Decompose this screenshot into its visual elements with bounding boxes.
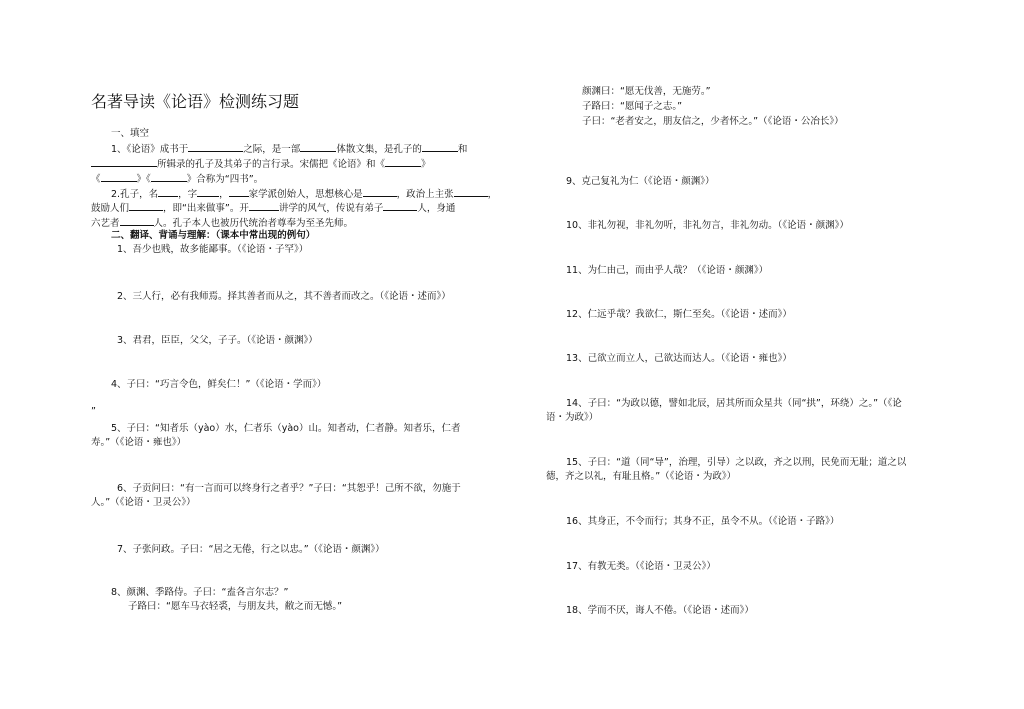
blank[interactable] xyxy=(300,141,336,152)
right-item-15-line-1: 15、子曰：“道（同“导”，治理，引导）之以政，齐之以刑，民免而无耻；道之以 xyxy=(566,457,907,468)
section-2-heading: 二、翻译、背诵与理解：（课本中常出现的例句） xyxy=(111,230,316,241)
blank[interactable] xyxy=(129,200,163,211)
stray-quote-mark: ” xyxy=(91,406,96,417)
blank[interactable] xyxy=(363,186,397,197)
blank[interactable] xyxy=(383,200,417,211)
left-item-8-line-1: 8、颜渊、季路侍。子曰：“盍各言尔志？” xyxy=(111,587,289,598)
left-item-1: 1、吾少也贱，故多能鄙事。（《论语・子罕》） xyxy=(117,244,309,255)
blank[interactable] xyxy=(158,186,178,197)
blank[interactable] xyxy=(249,200,279,211)
left-item-5-line-1: 5、子曰：“知者乐（yào）水，仁者乐（yào）山。知者动，仁者静。知者乐，仁者 xyxy=(111,423,461,434)
page-title: 名著导读《论语》检测练习题 xyxy=(91,92,300,111)
left-item-3: 3、君君，臣臣，父父，子子。（《论语・颜渊》） xyxy=(117,335,318,346)
left-item-6-line-1: 6、子贡问曰：“有一言而可以终身行之者乎？”子曰：“其恕乎！己所不欲，勿施于 xyxy=(117,483,461,494)
q1-line-2: 所辑录的孔子及其弟子的言行录。宋儒把《论语》和《 》 xyxy=(91,156,431,171)
right-item-14-line-2: 语・为政》） xyxy=(546,412,599,423)
q1-line-3: 《 》《 》合称为“四书”。 xyxy=(91,171,263,186)
right-line-1: 颜渊曰：“愿无伐善，无施劳。” xyxy=(582,86,711,97)
blank[interactable] xyxy=(188,141,243,152)
blank[interactable] xyxy=(229,186,249,197)
blank[interactable] xyxy=(151,171,187,182)
right-item-17: 17、有教无类。（《论语・卫灵公》） xyxy=(566,561,716,572)
right-line-3: 子曰：“老者安之，朋友信之，少者怀之。”（《论语・公冶长》） xyxy=(582,116,844,127)
right-item-10: 10、非礼勿视，非礼勿听，非礼勿言，非礼勿动。（《论语・颜渊》） xyxy=(566,220,849,231)
left-item-5-line-2: 寿。”（《论语・雍也》） xyxy=(91,437,187,448)
left-item-8-line-2: 子路曰：“愿车马衣轻裘，与朋友共，敝之而无憾。” xyxy=(128,601,343,612)
blank[interactable] xyxy=(91,156,157,167)
right-item-11: 11、为仁由己，而由乎人哉？（《论语・颜渊》） xyxy=(566,265,769,276)
right-line-2: 子路曰：“愿闻子之志。” xyxy=(582,101,683,112)
blank[interactable] xyxy=(454,186,488,197)
right-item-12: 12、仁远乎哉？我欲仁，斯仁至矣。（《论语・述而》） xyxy=(566,309,792,320)
right-item-15-line-2: 德，齐之以礼，有耻且格。”（《论语・为政》） xyxy=(546,471,737,482)
right-item-13: 13、己欲立而立人，己欲达而达人。（《论语・雍也》） xyxy=(566,353,792,364)
left-item-2: 2、三人行，必有我师焉。择其善者而从之，其不善者而改之。（《论语・述而》） xyxy=(117,291,451,302)
left-item-6-line-2: 人。”（《论语・卫灵公》） xyxy=(91,497,196,508)
right-item-9: 9、克己复礼为仁（《论语・颜渊》） xyxy=(566,176,715,187)
q1-line-1: 1、《论语》成书于 之际，是一部 体散文集，是孔子的 和 xyxy=(111,141,467,156)
left-item-7: 7、子张问政。子曰：“居之无倦，行之以忠。”（《论语・颜渊》） xyxy=(117,544,385,555)
blank[interactable] xyxy=(197,186,219,197)
blank[interactable] xyxy=(422,141,458,152)
blank[interactable] xyxy=(101,171,137,182)
q2-line-2: 鼓励人们 ，即“出来做事”。开 讲学的风气，传说有弟子 人，身通 xyxy=(91,200,455,215)
left-item-4: 4、子曰：“巧言令色，鲜矣仁！”（《论语・学而》） xyxy=(111,379,327,390)
right-item-16: 16、其身正，不令而行；其身不正，虽令不从。（《论语・子路》） xyxy=(566,516,840,527)
section-1-heading: 一、填空 xyxy=(111,128,150,139)
right-item-14-line-1: 14、子曰：“为政以德，譬如北辰，居其所而众星共（同“拱”，环绕）之。”（《论 xyxy=(566,398,902,409)
blank[interactable] xyxy=(120,215,154,226)
blank[interactable] xyxy=(385,156,421,167)
q2-line-1: 2.孔子，名 ，字 ， 家学派创始人，思想核心是 ，政治上主张 ， xyxy=(111,186,497,201)
right-item-18: 18、学而不厌，诲人不倦。（《论语・述而》） xyxy=(566,605,754,616)
q2-line-3: 六艺者 人。孔子本人也被历代统治者尊奉为至圣先师。 xyxy=(91,215,353,230)
